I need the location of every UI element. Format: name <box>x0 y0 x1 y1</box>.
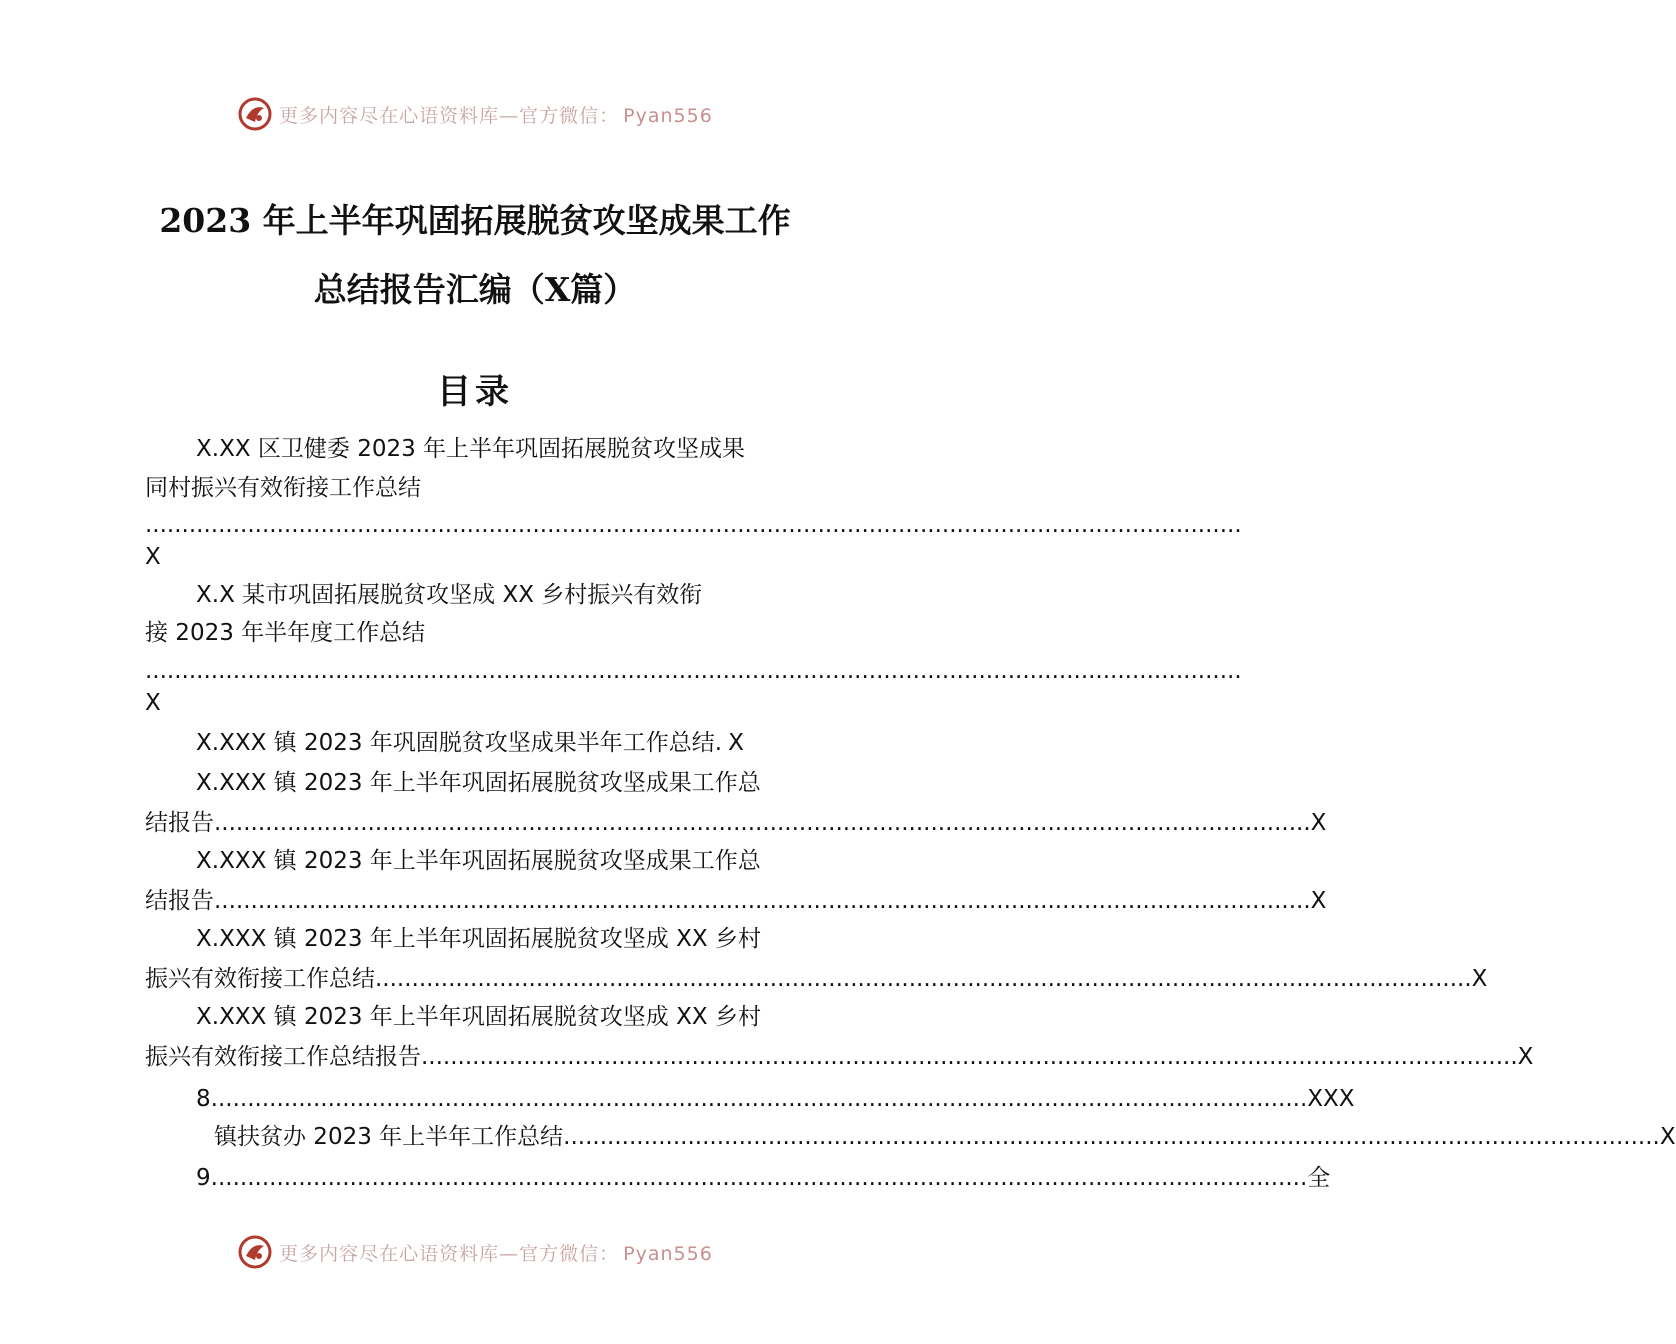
toc-entry-4-leader: ...................................................................................................................................................... <box>214 810 1311 836</box>
toc-entry-1-line-1: X.XX 区卫健委 2023 年上半年巩固拓展脱贫攻坚成果 <box>196 436 746 462</box>
toc-entry-1-line-2: 同村振兴有效衔接工作总结 <box>145 475 421 501</box>
toc-entry-2-line-2: 接 2023 年半年度工作总结 <box>145 620 426 646</box>
toc-entry-6-line-1: X.XXX 镇 2023 年上半年巩固拓展脱贫攻坚成 XX 乡村 <box>196 926 761 952</box>
toc-entry-7-leader: ...................................................................................................................................................... <box>421 1044 1518 1070</box>
toc-entry-9-page: X <box>1659 1124 1676 1150</box>
toc-entry-2-line-1: X.X 某市巩固拓展脱贫攻坚成 XX 乡村振兴有效衔 <box>196 582 703 608</box>
toc-entry-1-page: X <box>145 544 161 570</box>
toc-entry-4-page: X <box>1310 810 1327 836</box>
toc-entry-6-page: X <box>1471 966 1488 992</box>
toc-entry-3-line-1: X.XXX 镇 2023 年巩固脱贫攻坚成果半年工作总结. X <box>196 730 744 756</box>
toc-entry-6-line-2: 振兴有效衔接工作总结 ...................................................................................................................................................... X <box>145 966 1488 992</box>
watermark-text: 更多内容尽在心语资料库—官方微信： Pyan556 <box>279 104 713 127</box>
toc-entry-7-line-2: 振兴有效衔接工作总结报告 ...................................................................................................................................................... X <box>145 1044 1534 1070</box>
toc-entry-4-line-1: X.XXX 镇 2023 年上半年巩固拓展脱贫攻坚成果工作总 <box>196 770 761 796</box>
toc-entry-10-page: 全 <box>1307 1165 1331 1191</box>
toc-entry-2-leader: ...................................................................................................................................................... <box>145 658 1242 684</box>
toc-entry-8-leader: ...................................................................................................................................................... <box>210 1086 1308 1112</box>
toc-entry-2-page: X <box>145 690 161 716</box>
wechat-id: Pyan556 <box>623 1242 713 1265</box>
document-title-line-1: 2023 年上半年巩固拓展脱贫攻坚成果工作 <box>159 201 791 240</box>
toc-entry-5-page: X <box>1310 888 1327 914</box>
toc-entry-5-leader: ...................................................................................................................................................... <box>214 888 1311 914</box>
toc-entry-10-leader: ...................................................................................................................................................... <box>210 1165 1308 1191</box>
toc-entry-8-page: XXX <box>1307 1086 1355 1112</box>
toc-entry-3-page: X <box>728 730 744 756</box>
toc-entry-6-leader: ...................................................................................................................................................... <box>375 966 1472 992</box>
toc-entry-4-line-2: 结报告 ...................................................................................................................................................... X <box>145 810 1327 836</box>
toc-entry-9-leader: ...................................................................................................................................................... <box>563 1124 1660 1150</box>
header-watermark <box>0 94 950 134</box>
watermark-text: 更多内容尽在心语资料库—官方微信： Pyan556 <box>279 1242 713 1265</box>
toc-entry-5-line-1: X.XXX 镇 2023 年上半年巩固拓展脱贫攻坚成果工作总 <box>196 848 761 874</box>
toc-entry-8: 8 ...................................................................................................................................................... XXX <box>196 1086 1355 1112</box>
document-title-line-2: 总结报告汇编（X篇） <box>313 270 637 309</box>
toc-entry-7-line-1: X.XXX 镇 2023 年上半年巩固拓展脱贫攻坚成 XX 乡村 <box>196 1004 761 1030</box>
toc-entry-1-leader: ...................................................................................................................................................... <box>145 512 1242 538</box>
toc-heading: 目录 <box>437 372 513 412</box>
wechat-id: Pyan556 <box>623 104 713 127</box>
brand-logo-icon <box>237 96 273 132</box>
footer-watermark <box>0 1232 950 1272</box>
toc-entry-7-page: X <box>1517 1044 1534 1070</box>
toc-entry-9: 镇扶贫办 2023 年上半年工作总结 ...................................................................................................................................................... X <box>214 1124 1676 1150</box>
toc-entry-5-line-2: 结报告 ...................................................................................................................................................... X <box>145 888 1327 914</box>
toc-entry-10: 9 ...................................................................................................................................................... 全 <box>196 1165 1331 1191</box>
brand-logo-icon <box>237 1234 273 1270</box>
